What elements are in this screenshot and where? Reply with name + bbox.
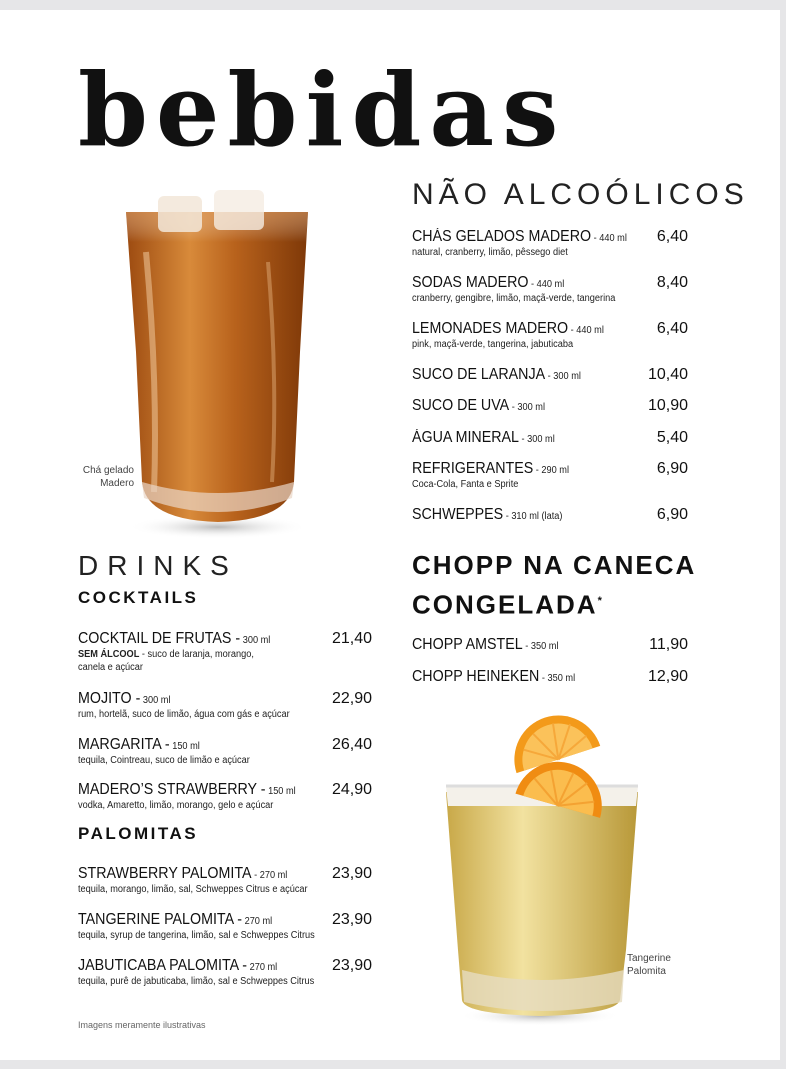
item-title: LEMONADES MADERO — [412, 320, 569, 337]
item-title: CHOPP AMSTEL — [412, 636, 523, 653]
subheading-cocktails: COCKTAILS — [78, 588, 199, 607]
section-heading-drinks: DRINKS — [78, 550, 238, 581]
item-size: - 270 ml — [251, 870, 288, 881]
item-desc: tequila, morango, limão, sal, Schweppes Citrus e açúcar — [78, 884, 308, 895]
chopp-heading-line1: CHOPP NA CANECA — [412, 550, 697, 580]
section-heading-nao-alcoolicos: NÃO ALCOÓLICOS — [412, 178, 749, 211]
item-name — [78, 630, 270, 648]
menu-item — [412, 228, 688, 259]
item-price: 6,40 — [656, 228, 688, 245]
item-desc: tequila, Cointreau, suco de limão e açúcar — [78, 755, 250, 766]
item-size: - 300 ml — [545, 371, 581, 382]
item-price: 23,90 — [331, 911, 372, 928]
subheading-palomitas: PALOMITAS — [78, 824, 199, 843]
menu-item — [78, 865, 372, 896]
section-heading-chopp — [412, 547, 696, 623]
item-size: - 440 ml — [568, 325, 604, 336]
item-name — [78, 781, 296, 799]
item-price: 26,40 — [331, 736, 372, 753]
item-price: 6,40 — [656, 320, 688, 337]
caption-line: Palomita — [627, 966, 666, 977]
item-size: - 350 ml — [539, 673, 576, 684]
chopp-heading-mark: * — [597, 595, 602, 607]
caption-cha-gelado — [80, 464, 134, 490]
item-name — [412, 429, 555, 447]
menu-item — [78, 630, 372, 674]
item-title: CHÁS GELADOS MADERO — [412, 228, 592, 245]
item-name — [412, 228, 627, 246]
item-title: REFRIGERANTES — [412, 460, 534, 477]
item-size: 150 ml — [169, 741, 200, 752]
item-desc: cranberry, gengibre, limão, maçã-verde, tangerina — [412, 293, 616, 304]
menu-item — [412, 668, 688, 686]
item-title: JABUTICABA PALOMITA - — [78, 957, 248, 974]
item-size: 150 ml — [265, 786, 296, 797]
item-size: 270 ml — [242, 916, 273, 927]
item-name — [78, 865, 287, 883]
item-name — [78, 736, 200, 754]
caption-tangerine-palomita — [627, 952, 671, 978]
item-size: - 440 ml — [528, 279, 565, 290]
footnote: Imagens meramente ilustrativas — [78, 1020, 206, 1030]
item-title: SODAS MADERO — [412, 274, 529, 291]
item-name — [412, 397, 545, 415]
item-name — [412, 506, 562, 524]
item-name — [412, 320, 604, 338]
item-desc: natural, cranberry, limão, pêssego diet — [412, 247, 568, 258]
item-price: 10,90 — [647, 397, 688, 414]
item-price: 6,90 — [656, 460, 688, 477]
item-desc — [78, 648, 348, 661]
item-name — [78, 957, 277, 975]
menu-item — [78, 736, 372, 767]
menu-item — [412, 274, 688, 305]
menu-item — [412, 397, 688, 415]
page-title: bebidas — [78, 51, 567, 169]
menu-item — [78, 911, 372, 942]
menu-item — [78, 957, 372, 988]
item-desc: tequila, purê de jabuticaba, limão, sal e Schweppes Citrus — [78, 976, 315, 987]
item-size: - 350 ml — [522, 641, 559, 652]
item-price: 5,40 — [656, 429, 688, 446]
item-name — [412, 668, 575, 686]
item-size: 300 ml — [240, 635, 271, 646]
item-title: TANGERINE PALOMITA - — [78, 911, 243, 928]
caption-line: Madero — [100, 478, 134, 489]
item-size: - 440 ml — [591, 233, 627, 244]
item-title: COCKTAIL DE FRUTAS - — [78, 630, 241, 647]
item-price: 12,90 — [647, 668, 688, 685]
item-desc: tequila, syrup de tangerina, limão, sal e Schweppes Citrus — [78, 930, 315, 941]
item-size: - 310 ml (lata) — [503, 511, 563, 522]
caption-line: Tangerine — [627, 953, 671, 964]
menu-item — [412, 636, 688, 654]
item-title: SUCO DE LARANJA — [412, 366, 546, 383]
item-name — [412, 274, 564, 292]
item-desc: pink, maçã-verde, tangerina, jabuticaba — [412, 339, 574, 350]
item-price: 22,90 — [331, 690, 372, 707]
item-price: 8,40 — [656, 274, 688, 291]
menu-item — [78, 781, 372, 812]
item-name — [412, 636, 558, 654]
item-desc: Coca-Cola, Fanta e Sprite — [412, 479, 519, 490]
menu-item — [78, 690, 372, 721]
item-price: 23,90 — [331, 957, 372, 974]
menu-item — [412, 506, 688, 524]
item-title: SUCO DE UVA — [412, 397, 510, 414]
menu-item — [412, 429, 688, 447]
item-title: STRAWBERRY PALOMITA — [78, 865, 252, 882]
item-name — [412, 366, 581, 384]
menu-item — [412, 460, 688, 491]
item-size: - 300 ml — [518, 434, 555, 445]
item-price: 24,90 — [331, 781, 372, 798]
item-title: SCHWEPPES — [412, 506, 504, 523]
item-name — [412, 460, 569, 478]
item-title: MADERO’S STRAWBERRY - — [78, 781, 266, 798]
item-price: 6,90 — [656, 506, 688, 523]
tangerine-palomita-photo — [440, 710, 646, 1030]
item-price: 23,90 — [331, 865, 372, 882]
item-size: - 290 ml — [533, 465, 570, 476]
item-title: MOJITO - — [78, 690, 141, 707]
item-size: - 300 ml — [509, 402, 545, 413]
menu-page — [0, 10, 780, 1060]
item-name — [78, 690, 171, 708]
item-title: CHOPP HEINEKEN — [412, 668, 540, 685]
item-desc: rum, hortelã, suco de limão, água com gás e açúcar — [78, 709, 290, 720]
item-desc-text: - suco de laranja, morango, — [139, 649, 254, 660]
item-price: 10,40 — [647, 366, 688, 383]
item-title: MARGARITA - — [78, 736, 170, 753]
item-desc: vodka, Amaretto, limão, morango, gelo e açúcar — [78, 800, 274, 811]
item-desc: canela e açúcar — [78, 662, 143, 673]
item-price: 11,90 — [649, 636, 688, 653]
item-price: 21,40 — [331, 630, 372, 647]
iced-tea-photo — [118, 182, 318, 542]
item-size: 270 ml — [247, 962, 278, 973]
item-name — [78, 911, 272, 929]
item-desc-bold: SEM ÁLCOOL — [78, 649, 140, 660]
caption-line: Chá gelado — [82, 465, 134, 476]
item-size: 300 ml — [140, 695, 171, 706]
menu-item — [412, 366, 688, 384]
item-title: ÁGUA MINERAL — [412, 429, 519, 446]
chopp-heading-line2: CONGELADA — [412, 589, 598, 620]
menu-item — [412, 320, 688, 351]
